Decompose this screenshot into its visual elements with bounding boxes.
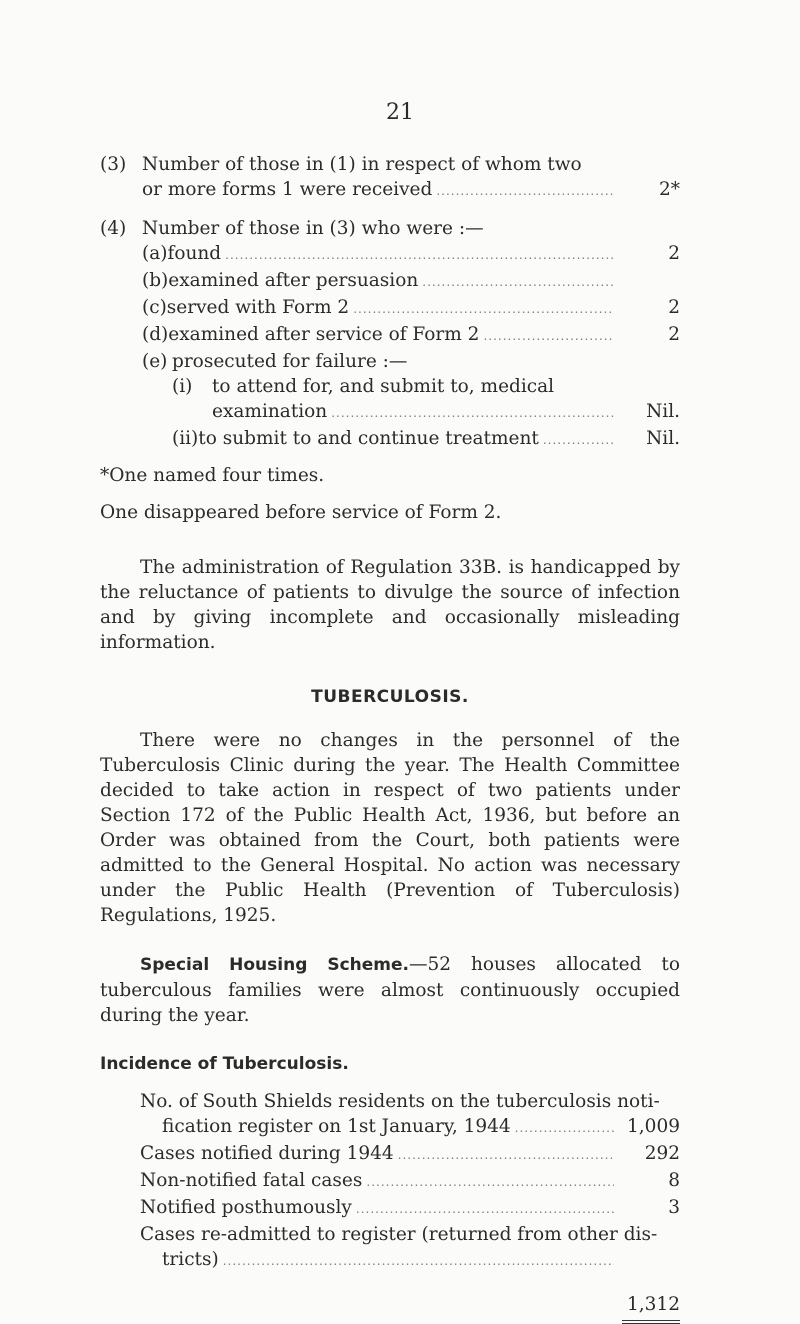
item-text: examination	[212, 401, 328, 422]
dot-leader	[543, 428, 614, 453]
housing-text: —52 houses allocated to tuberculous families were almost continuously occupied during the year.	[100, 954, 680, 1026]
dot-leader	[515, 1116, 614, 1141]
dot-leader	[483, 324, 614, 349]
item-value: Nil.	[646, 401, 680, 422]
double-rule	[622, 1320, 680, 1324]
item-number: (4)	[100, 218, 127, 239]
row-value: 3	[668, 1197, 680, 1218]
paragraph-housing	[100, 952, 680, 1028]
incidence-total: 1,312	[627, 1294, 680, 1315]
item-roman: (i)	[172, 376, 193, 397]
item-letter: (c)	[142, 297, 167, 318]
row-text: fication register on 1st January, 1944	[162, 1116, 511, 1137]
list-item-4a	[100, 241, 680, 268]
item-text: or more forms 1 were received	[142, 179, 433, 200]
list-item-4e	[100, 349, 680, 374]
list-item-3	[100, 152, 680, 204]
incidence-row	[100, 1222, 680, 1274]
item-text: served with Form 2	[166, 297, 350, 318]
dot-leader	[366, 1170, 614, 1195]
incidence-row	[100, 1195, 680, 1222]
item-value: 2	[668, 243, 680, 264]
row-value: 292	[644, 1143, 680, 1164]
item-text: Number of those in (3) who were :—	[142, 218, 484, 239]
dot-leader	[223, 1249, 614, 1274]
item-text: examined after service of Form 2	[168, 324, 480, 345]
section-heading-incidence: Incidence of Tuberculosis.	[100, 1054, 349, 1074]
item-text: examined after persuasion	[168, 270, 419, 291]
item-value: 2*	[658, 179, 680, 200]
list-item-4e-i	[100, 374, 680, 426]
incidence-row	[100, 1089, 680, 1141]
dot-leader	[353, 297, 614, 322]
item-text: prosecuted for failure :—	[172, 351, 408, 372]
row-text: Notified posthumously	[140, 1197, 352, 1218]
row-value: 1,009	[627, 1116, 680, 1137]
dot-leader	[225, 243, 614, 268]
item-value: Nil.	[646, 428, 680, 449]
item-value: 2	[668, 324, 680, 345]
item-text: to attend for, and submit to, medical	[212, 376, 555, 397]
list-item-4d	[100, 322, 680, 349]
row-text: No. of South Shields residents on the tuberculosis noti-	[140, 1091, 660, 1112]
item-value: 2	[668, 297, 680, 318]
incidence-row	[100, 1168, 680, 1195]
paragraph-regulation: The administration of Regulation 33B. is handicapped by the reluctance of patients to divulge the source of infection and by giving incomplete and occasionally misleading information.	[100, 557, 680, 653]
dot-leader	[331, 401, 614, 426]
item-number: (3)	[100, 154, 127, 175]
footnote: *One named four times.	[100, 465, 325, 486]
item-text: Number of those in (1) in respect of whom two	[142, 154, 582, 175]
page-number: 21	[386, 100, 414, 125]
item-letter: (e)	[142, 351, 168, 372]
paragraph-tuberculosis: There were no changes in the personnel of the Tuberculosis Clinic during the year. The Health Committee decided to take action in respect of two patients under Section 172 of the Public Health Act, 1936, but before an Order was obtained from the Court, both patients were admitted to the General Hospital. No action was necessary under the Public Health (Prevention of Tuberculosis) Regulations, 1925.	[100, 730, 680, 926]
incidence-row	[100, 1141, 680, 1168]
item-text: found	[167, 243, 222, 264]
dot-leader	[356, 1197, 614, 1222]
list-item-4e-ii	[100, 426, 680, 453]
housing-heading: Special Housing Scheme.	[140, 955, 410, 975]
item-letter: (a)	[142, 243, 168, 264]
item-letter: (b)	[142, 270, 169, 291]
page-content	[100, 152, 680, 1324]
row-text: tricts)	[162, 1249, 219, 1270]
note: One disappeared before service of Form 2.	[100, 502, 502, 523]
item-text: to submit to and continue treatment	[198, 428, 539, 449]
row-value: 8	[668, 1170, 680, 1191]
section-heading-tuberculosis: TUBERCULOSIS.	[311, 687, 469, 707]
row-text: Cases re-admitted to register (returned from other dis-	[140, 1224, 658, 1245]
list-item-4b	[100, 268, 680, 295]
dot-leader	[422, 270, 614, 295]
dot-leader	[398, 1143, 614, 1168]
item-letter: (d)	[142, 324, 169, 345]
list-item-4c	[100, 295, 680, 322]
list-item-4	[100, 216, 680, 241]
item-roman: (ii)	[172, 428, 199, 449]
row-text: Cases notified during 1944	[140, 1143, 394, 1164]
dot-leader	[436, 179, 614, 204]
row-text: Non-notified fatal cases	[140, 1170, 363, 1191]
